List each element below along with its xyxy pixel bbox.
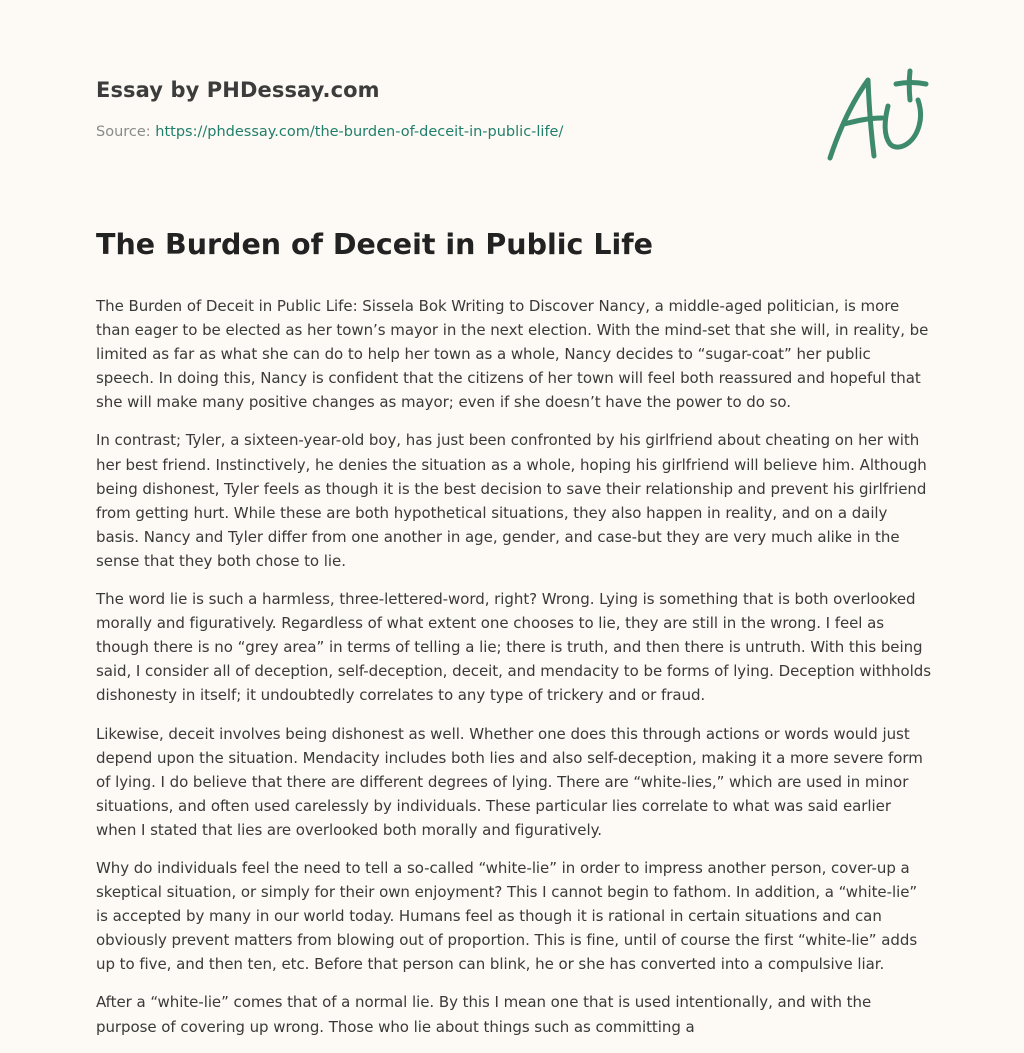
- source-link[interactable]: https://phdessay.com/the-burden-of-deceit-in-public-life/: [155, 124, 564, 140]
- source-line: [96, 122, 796, 142]
- essay-paragraph: In contrast; Tyler, a sixteen-year-old boy, has just been confronted by his girlfriend about cheating on her with her best friend. Instinctively, he denies the situation as a whole, hoping his girlfriend will believe him. Although being dishonest, Tyler feels as though it is the best decision to save their relationship and prevent his girlfriend from getting hurt. While these are both hypothetical situations, they also happen in reality, and on a daily basis. Nancy and Tyler differ from one another in age, gender, and case-but they are very much alike in the sense that they both chose to lie.: [96, 431, 927, 570]
- essay-content: [96, 226, 932, 1053]
- essay-paragraph: Why do individuals feel the need to tell a so-called “white-lie” in order to impress another person, cover-up a skeptical situation, or simply for their own enjoyment? This I cannot begin to fathom. In addition, a “white-lie” is accepted by many in our world today. Humans feel as though it is rational in certain situations and can obviously prevent matters from blowing out of proportion. This is fine, until of course the first “white-lie” adds up to five, and then ten, etc. Before that person can blink, he or she has converted into a compulsive liar.: [96, 858, 918, 974]
- essay-title: The Burden of Deceit in Public Life: [96, 228, 653, 261]
- essay-paragraph: After a “white-lie” comes that of a normal lie. By this I mean one that is used intentionally, and with the purpose of covering up wrong. Those who lie about things such as committing a: [96, 993, 872, 1036]
- essay-paragraph: Likewise, deceit involves being dishonest as well. Whether one does this through actions or words would just depend upon the situation. Mendacity includes both lies and also self-deception, making it a more severe form of lying. I do believe that there are different degrees of lying. There are “white-lies,” which are used in minor situations, and often used carelessly by individuals. These particular lies correlate to what was said earlier when I stated that lies are overlooked both morally and figuratively.: [96, 724, 923, 839]
- site-name: Essay by PHDessay.com: [96, 78, 380, 102]
- source-label: Source:: [96, 124, 156, 140]
- essay-header: [96, 76, 796, 142]
- essay-paragraph: The word lie is such a harmless, three-lettered-word, right? Wrong. Lying is something that is both overlooked morally and figuratively. Regardless of what extent one chooses to lie, they are still in the wrong. I feel as though there is no “grey area” in terms of telling a lie; there is truth, and then there is untruth. With this being said, I consider all of deception, self-deception, deceit, and mendacity to be forms of lying. Deception withholds dishonesty in itself; it undoubtedly correlates to any type of trickery and or fraud.: [96, 590, 931, 705]
- essay-paragraph: The Burden of Deceit in Public Life: Sissela Bok Writing to Discover Nancy, a middle-aged politician, is more than eager to be elected as her town’s mayor in the next election. With the mind-set that she will, in reality, be limited as far as what she can do to help her town as a whole, Nancy decides to “sugar-coat” her public speech. In doing this, Nancy is confident that the citizens of her town will feel both reassured and hopeful that she will make many positive changes as mayor; even if she doesn’t have the power to do so.: [96, 297, 929, 412]
- a-plus-logo-icon: [822, 66, 932, 166]
